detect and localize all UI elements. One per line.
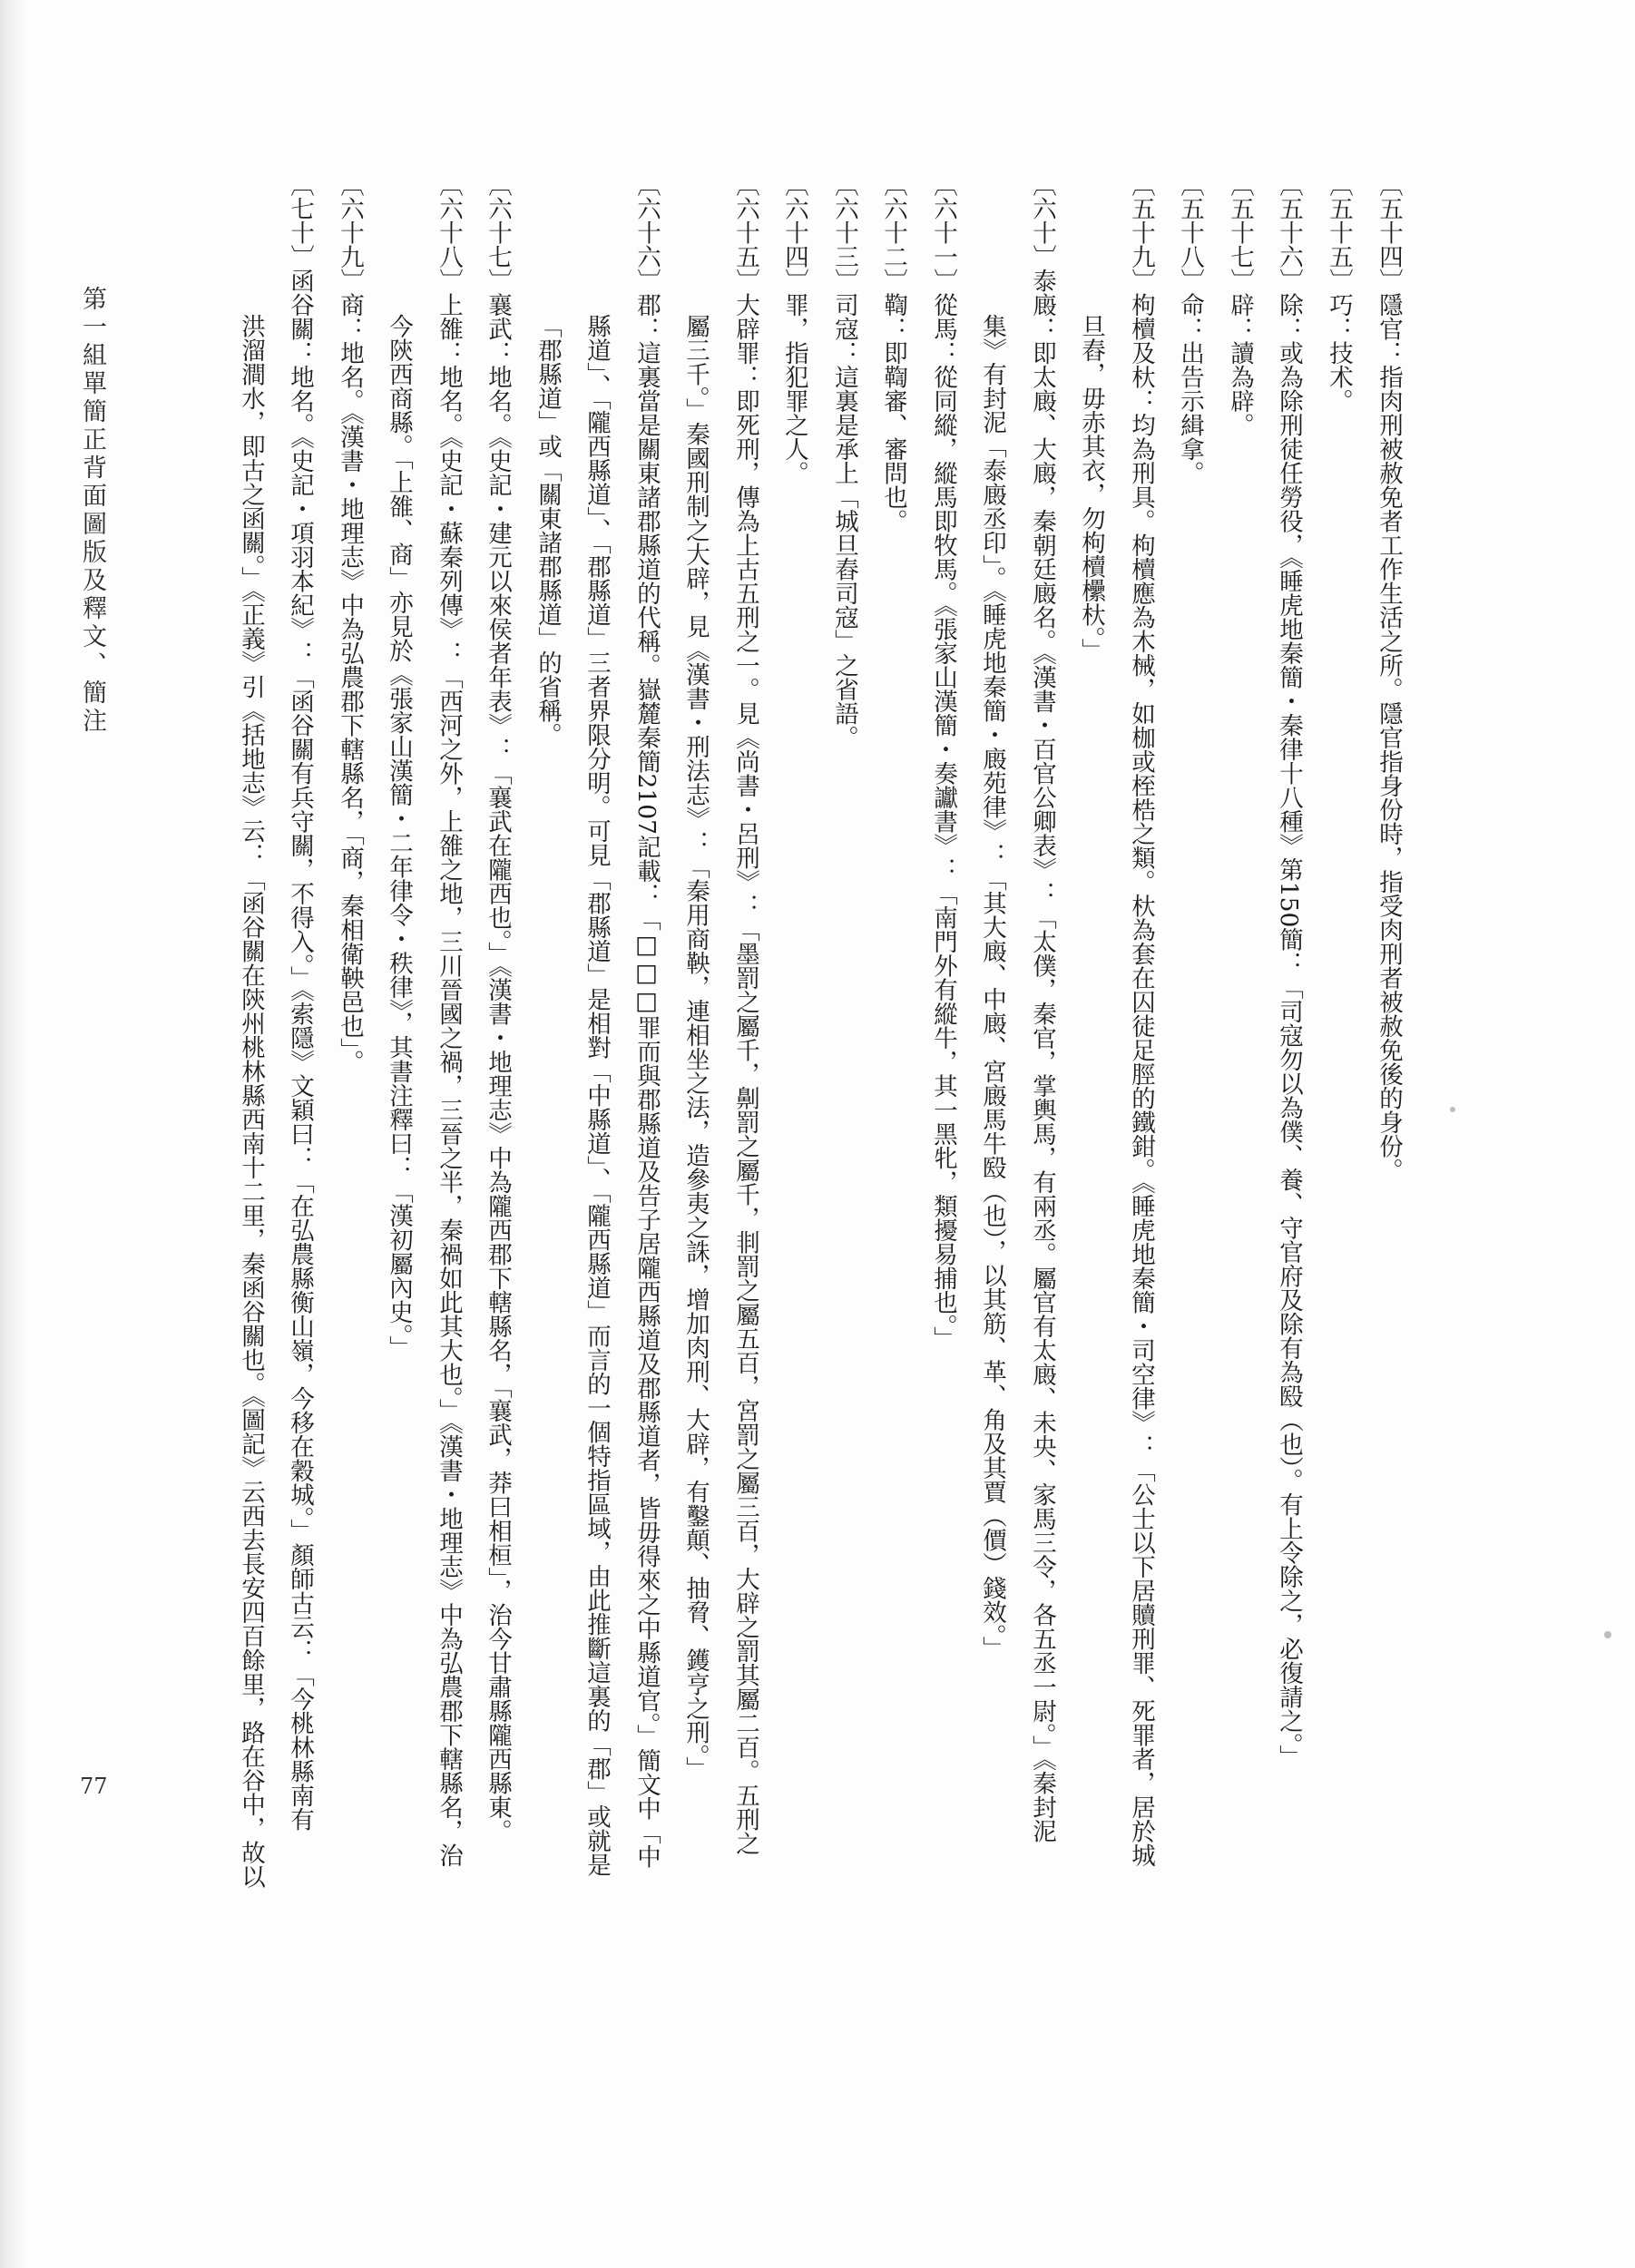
note-number: 〔六十八〕 — [435, 172, 463, 293]
note-59 — [1121, 172, 1160, 1867]
running-head: 第一組單簡正背面圖版及釋文、簡注 — [78, 286, 106, 736]
note-number: 〔六十〕 — [1028, 172, 1056, 269]
note-text: 司寇：這裏是承上「城旦舂司寇」之省語。 — [830, 292, 858, 749]
note-57 — [1219, 172, 1259, 437]
note-60 — [1022, 172, 1062, 1843]
binding-edge — [0, 0, 27, 2268]
note-text: 命：出告示緝拿。 — [1176, 292, 1204, 485]
note-58 — [1170, 172, 1209, 485]
note-65 — [725, 172, 765, 1855]
note-70 — [279, 172, 319, 1832]
note-text: 大辟罪：即死刑，傳為上古五刑之一。見《尚書・呂刑》：「墨罰之屬千，劓罰之屬千，剕罰之屬五百，宮罰之屬三百，大辟之罰其屬二百。五刑之 — [731, 292, 759, 1855]
note-text: 鞫：即鞫審、審問也。 — [879, 292, 907, 533]
note-number: 〔六十三〕 — [830, 172, 858, 293]
note-70-continuation: 洪溜澗水，即古之函關。」《正義》引《括地志》云：「函谷關在陝州桃林縣西南十二里，秦函谷關也。《圖記》云西去長安四百餘里，路在谷中，故以 — [237, 314, 265, 1889]
note-56 — [1268, 172, 1308, 1769]
note-text: 函谷關：地名。《史記・項羽本紀》：「函谷關有兵守關，不得入。」《索隱》文穎曰：「在弘農縣衡山嶺，今移在穀城。」顏師古云：「今桃林縣南有 — [286, 269, 314, 1832]
note-68-continuation: 今陝西商縣。「上雒、商」亦見於《張家山漢簡・二年律令・秩律》，其書注釋曰：「漢初屬內史。」 — [385, 314, 413, 1360]
note-60-continuation: 集》有封泥「泰廄丞印」。《睡虎地秦簡・廄苑律》：「其大廄、中廄、宮廄馬牛殹（也），以其筋、革、角及其賈（價）錢效。」 — [978, 314, 1006, 1660]
note-number: 〔六十九〕 — [336, 172, 364, 293]
note-text: 上雒：地名。《史記・蘇秦列傳》：「西河之外，上雒之地，三川晉國之禍，三晉之半，秦禍如此其大也。」《漢書・地理志》中為弘農郡下轄縣名，治 — [435, 292, 463, 1868]
note-number: 〔六十一〕 — [929, 172, 957, 293]
scan-speck — [1450, 1107, 1455, 1112]
note-65-continuation: 屬三千。」秦國刑制之大辟，見《漢書・刑法志》：「秦用商鞅，連相坐之法，造參夷之誅，增加肉刑、大辟，有鑿顛、抽脅、鑊亨之刑。」 — [681, 314, 710, 1781]
note-text: 枸櫝及杕：均為刑具。枸櫝應為木械，如枷或桎梏之類。杕為套在囚徒足脛的鐵鉗。《睡虎地秦簡・司空律》：「公士以下居贖刑罪、死罪者，居於城 — [1127, 292, 1155, 1868]
note-text: 巧：技术。 — [1325, 292, 1353, 413]
note-number: 〔五十六〕 — [1275, 172, 1303, 293]
note-number: 〔七十〕 — [286, 172, 314, 269]
note-text: 除：或為除刑徒任勞役，《睡虎地秦簡・秦律十八種》第150簡：「司寇勿以為僕、養、守官府及除有為殹（也）。有上令除之，必復請之。」 — [1275, 292, 1303, 1769]
note-66-continuation: 縣道」、「隴西縣道」、「郡縣道」三者界限分明。可見「郡縣道」是相對「中縣道」、「隴西縣道」而言的一個特指區域，由此推斷這裏的「郡」或就是 — [583, 314, 611, 1877]
note-number: 〔五十九〕 — [1127, 172, 1155, 293]
note-number: 〔五十七〕 — [1226, 172, 1254, 293]
scan-speck — [1604, 1631, 1611, 1638]
note-number: 〔六十六〕 — [632, 172, 661, 293]
note-number: 〔六十七〕 — [484, 172, 512, 293]
note-55 — [1318, 172, 1358, 413]
note-67 — [477, 172, 517, 1843]
note-number: 〔五十五〕 — [1325, 172, 1353, 293]
note-number: 〔五十四〕 — [1375, 172, 1403, 293]
note-63 — [824, 172, 864, 749]
note-69 — [329, 172, 369, 1074]
note-text: 辟：讀為辟。 — [1226, 292, 1254, 437]
note-61 — [923, 172, 963, 1351]
note-text: 隱官：指肉刑被赦免者工作生活之所。隱官指身份時，指受肉刑者被赦免後的身份。 — [1375, 292, 1403, 1182]
note-text: 商：地名。《漢書・地理志》中為弘農郡下轄縣名，「商，秦相衛鞅邑也」。 — [336, 292, 364, 1074]
note-text: 襄武：地名。《史記・建元以來侯者年表》：「襄武在隴西也。」《漢書・地理志》中為隴西郡下轄縣名，「襄武，莽曰相桓」，治今甘肅縣隴西縣東。 — [484, 292, 512, 1843]
note-64 — [774, 172, 814, 485]
note-number: 〔六十二〕 — [879, 172, 907, 293]
note-text: 郡：這裏當是關東諸郡縣道的代稱。嶽麓秦簡2107記載：「□□□罪而與郡縣道及告子居隴西縣道及郡縣道者，皆毋得來之中縣道官。」簡文中「中 — [632, 292, 661, 1869]
note-59-continuation: 旦舂，毋赤其衣，勿枸櫝欙杕。」 — [1077, 314, 1105, 663]
note-number: 〔五十八〕 — [1176, 172, 1204, 293]
note-54 — [1368, 172, 1408, 1182]
note-62 — [873, 172, 913, 533]
page-number: 77 — [80, 1774, 108, 1799]
note-66-continuation: 「郡縣道」或「關東諸郡縣道」的省稱。 — [534, 314, 562, 747]
note-text: 罪，指犯罪之人。 — [780, 292, 808, 485]
note-text: 從馬：從同縱，縱馬即牧馬。《張家山漢簡・奏讞書》：「南門外有縱牛，其一黑牝，類擾易捕也。」 — [929, 292, 957, 1351]
note-68 — [428, 172, 468, 1867]
note-66 — [626, 172, 666, 1869]
note-text: 泰廄：即太廄、大廄，秦朝廷廄名。《漢書・百官公卿表》：「太僕，秦官，掌輿馬，有兩丞。屬官有太廄、未央、家馬三令，各五丞一尉。」《秦封泥 — [1028, 269, 1056, 1843]
note-number: 〔六十四〕 — [780, 172, 808, 293]
note-number: 〔六十五〕 — [731, 172, 759, 293]
